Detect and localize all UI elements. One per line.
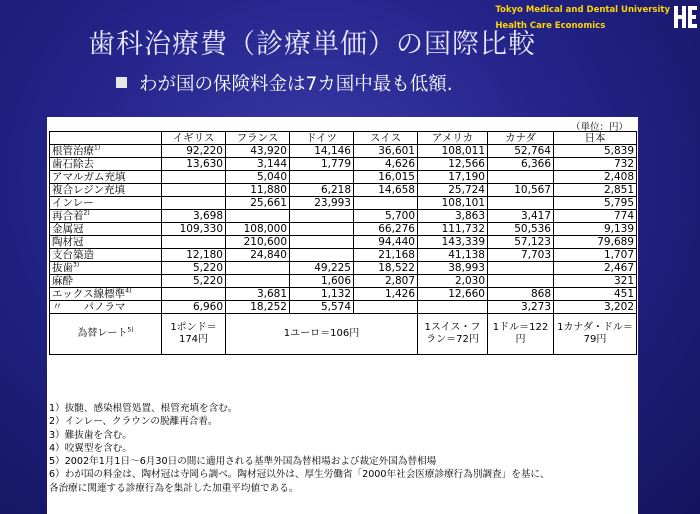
value-cell: 108,000 bbox=[226, 223, 290, 236]
value-cell: 16,015 bbox=[354, 171, 418, 184]
value-cell: 3,698 bbox=[162, 210, 226, 223]
value-cell: 109,330 bbox=[162, 223, 226, 236]
exchange-rate-canada: 1カナダ・ドル＝79円 bbox=[554, 314, 637, 355]
table-row bbox=[50, 210, 637, 223]
exchange-rate-usa: 1ドル＝122円 bbox=[488, 314, 554, 355]
value-cell: 732 bbox=[554, 158, 637, 171]
col-header-japan: 日本 bbox=[554, 132, 637, 145]
footnote-line: 2）インレー、クラウンの脱離再合着。 bbox=[49, 416, 218, 428]
value-cell bbox=[162, 171, 226, 184]
table-row bbox=[50, 171, 637, 184]
bullet-square-icon bbox=[116, 77, 127, 88]
value-cell bbox=[488, 197, 554, 210]
value-cell: 3,863 bbox=[418, 210, 488, 223]
value-cell: 36,601 bbox=[354, 145, 418, 158]
value-cell: 2,030 bbox=[418, 275, 488, 288]
value-cell bbox=[354, 301, 418, 314]
value-cell: 108,011 bbox=[418, 145, 488, 158]
row-label bbox=[50, 262, 162, 275]
col-header-usa: アメリカ bbox=[418, 132, 488, 145]
value-cell bbox=[290, 210, 354, 223]
value-cell: 1,426 bbox=[354, 288, 418, 301]
value-cell bbox=[162, 288, 226, 301]
value-cell: 4,626 bbox=[354, 158, 418, 171]
value-cell: 210,600 bbox=[226, 236, 290, 249]
table-row bbox=[50, 288, 637, 301]
table-row bbox=[50, 301, 637, 314]
row-label-text: インレー bbox=[52, 196, 94, 209]
row-label-text: 支台築造 bbox=[52, 248, 94, 261]
value-cell: 6,366 bbox=[488, 158, 554, 171]
value-cell bbox=[226, 275, 290, 288]
value-cell: 12,566 bbox=[418, 158, 488, 171]
value-cell: 18,522 bbox=[354, 262, 418, 275]
exchange-rate-switzerland: 1スイス・フラン＝72円 bbox=[418, 314, 488, 355]
value-cell: 11,880 bbox=[226, 184, 290, 197]
value-cell: 14,658 bbox=[354, 184, 418, 197]
value-cell: 3,202 bbox=[554, 301, 637, 314]
exchange-label-text: 為替レート bbox=[77, 328, 128, 339]
footnote-line: 5）2002年1月1日～6月30日の間に適用される基準外国為替相場および裁定外国為替相場 bbox=[49, 456, 437, 468]
value-cell: 13,630 bbox=[162, 158, 226, 171]
row-label-text: 複合レジン充填 bbox=[52, 183, 125, 196]
value-cell: 6,960 bbox=[162, 301, 226, 314]
row-label bbox=[50, 158, 162, 171]
value-cell bbox=[488, 275, 554, 288]
unit-label: （単位：円） bbox=[570, 122, 628, 133]
footnotes bbox=[49, 402, 636, 495]
value-cell bbox=[290, 249, 354, 262]
footnote-line: 1）抜髄、感染根管処置、根管充填を含む。 bbox=[49, 403, 238, 414]
table-row bbox=[50, 158, 637, 171]
row-label bbox=[50, 210, 162, 223]
value-cell bbox=[162, 236, 226, 249]
col-header-germany: ドイツ bbox=[290, 132, 354, 145]
row-label-text: 歯石除去 bbox=[52, 157, 94, 170]
value-cell: 9,139 bbox=[554, 223, 637, 236]
row-label bbox=[50, 171, 162, 184]
value-cell: 5,839 bbox=[554, 145, 637, 158]
row-label-text: 再合着 bbox=[52, 209, 84, 222]
university-logo-icon bbox=[672, 4, 698, 30]
table-row bbox=[50, 184, 637, 197]
value-cell: 5,040 bbox=[226, 171, 290, 184]
value-cell: 24,840 bbox=[226, 249, 290, 262]
value-cell bbox=[354, 197, 418, 210]
row-label-footnote-ref: 3) bbox=[73, 261, 80, 268]
value-cell: 25,661 bbox=[226, 197, 290, 210]
value-cell: 41,138 bbox=[418, 249, 488, 262]
value-cell: 3,144 bbox=[226, 158, 290, 171]
value-cell bbox=[290, 171, 354, 184]
value-cell: 1,707 bbox=[554, 249, 637, 262]
row-label-footnote-ref: 1) bbox=[94, 144, 101, 151]
corner-cell bbox=[50, 132, 162, 145]
value-cell: 774 bbox=[554, 210, 637, 223]
value-cell: 6,218 bbox=[290, 184, 354, 197]
row-label-footnote-ref: 2) bbox=[83, 209, 90, 216]
value-cell: 5,574 bbox=[290, 301, 354, 314]
subtitle-text: わが国の保険料金は7カ国中最も低額. bbox=[139, 74, 453, 95]
table-row bbox=[50, 249, 637, 262]
row-label bbox=[50, 236, 162, 249]
row-label bbox=[50, 275, 162, 288]
table-row bbox=[50, 145, 637, 158]
value-cell bbox=[290, 236, 354, 249]
value-cell bbox=[488, 171, 554, 184]
value-cell bbox=[290, 223, 354, 236]
footnote-line: 3）難抜歯を含む。 bbox=[49, 429, 132, 441]
exchange-rate-euro: 1ユーロ＝106円 bbox=[226, 314, 418, 355]
value-cell: 21,168 bbox=[354, 249, 418, 262]
header-row bbox=[50, 132, 637, 145]
col-header-canada: カナダ bbox=[488, 132, 554, 145]
value-cell bbox=[226, 210, 290, 223]
value-cell: 18,252 bbox=[226, 301, 290, 314]
value-cell: 57,123 bbox=[488, 236, 554, 249]
row-label-text: 〃 パノラマ bbox=[52, 300, 126, 313]
value-cell bbox=[162, 197, 226, 210]
value-cell: 111,732 bbox=[418, 223, 488, 236]
table-row bbox=[50, 262, 637, 275]
value-cell: 12,660 bbox=[418, 288, 488, 301]
footnote-line: 4）咬翼型を含む。 bbox=[49, 442, 132, 454]
value-cell: 2,851 bbox=[554, 184, 637, 197]
value-cell: 43,920 bbox=[226, 145, 290, 158]
value-cell: 49,225 bbox=[290, 262, 354, 275]
value-cell: 23,993 bbox=[290, 197, 354, 210]
col-header-france: フランス bbox=[226, 132, 290, 145]
value-cell bbox=[488, 262, 554, 275]
row-label bbox=[50, 223, 162, 236]
footnote-line: 6）わが国の料金は、陶材冠は寺岡ら調べ。陶材冠以外は、厚生労働省「2000年社会医療診療行為別調査」を基に、 bbox=[49, 469, 550, 481]
value-cell: 5,795 bbox=[554, 197, 637, 210]
value-cell: 38,993 bbox=[418, 262, 488, 275]
table-row bbox=[50, 275, 637, 288]
col-header-uk: イギリス bbox=[162, 132, 226, 145]
value-cell: 5,700 bbox=[354, 210, 418, 223]
value-cell: 3,417 bbox=[488, 210, 554, 223]
row-label-text: アマルガム充填 bbox=[52, 170, 126, 183]
value-cell: 10,567 bbox=[488, 184, 554, 197]
value-cell: 5,220 bbox=[162, 262, 226, 275]
value-cell: 5,220 bbox=[162, 275, 226, 288]
row-label-text: エックス線標準 bbox=[52, 287, 126, 300]
value-cell bbox=[418, 301, 488, 314]
row-label bbox=[50, 184, 162, 197]
value-cell: 94,440 bbox=[354, 236, 418, 249]
table-row bbox=[50, 236, 637, 249]
fee-comparison-table bbox=[49, 131, 637, 355]
row-label-text: 金属冠 bbox=[52, 222, 84, 235]
value-cell: 868 bbox=[488, 288, 554, 301]
value-cell: 50,536 bbox=[488, 223, 554, 236]
table-row bbox=[50, 223, 637, 236]
value-cell: 1,779 bbox=[290, 158, 354, 171]
row-label-text: 麻酔 bbox=[52, 274, 73, 287]
exchange-rate-row bbox=[50, 314, 637, 355]
row-label bbox=[50, 145, 162, 158]
value-cell: 17,190 bbox=[418, 171, 488, 184]
value-cell: 79,689 bbox=[554, 236, 637, 249]
row-label-text: 陶材冠 bbox=[52, 235, 84, 248]
value-cell: 66,276 bbox=[354, 223, 418, 236]
row-label bbox=[50, 197, 162, 210]
value-cell: 25,724 bbox=[418, 184, 488, 197]
value-cell: 14,146 bbox=[290, 145, 354, 158]
content-panel bbox=[47, 117, 638, 514]
value-cell: 451 bbox=[554, 288, 637, 301]
value-cell: 2,467 bbox=[554, 262, 637, 275]
value-cell: 321 bbox=[554, 275, 637, 288]
value-cell: 52,764 bbox=[488, 145, 554, 158]
footnote-line: 各治療に関連する診療行為を集計した加重平均値である。 bbox=[49, 482, 299, 494]
value-cell: 108,101 bbox=[418, 197, 488, 210]
value-cell: 1,132 bbox=[290, 288, 354, 301]
slide-title: 歯科治療費（診療単価）の国際比較 bbox=[88, 29, 536, 60]
org-line-1: Tokyo Medical and Dental University bbox=[495, 5, 670, 15]
value-cell: 2,807 bbox=[354, 275, 418, 288]
exchange-rate-label bbox=[50, 314, 162, 355]
col-header-switzerland: スイス bbox=[354, 132, 418, 145]
row-label bbox=[50, 288, 162, 301]
table-row bbox=[50, 197, 637, 210]
value-cell: 92,220 bbox=[162, 145, 226, 158]
value-cell: 143,339 bbox=[418, 236, 488, 249]
value-cell bbox=[162, 184, 226, 197]
exchange-label-sup: 5) bbox=[127, 326, 134, 334]
row-label-text: 根管治療 bbox=[52, 144, 94, 157]
value-cell: 12,180 bbox=[162, 249, 226, 262]
value-cell bbox=[226, 262, 290, 275]
org-line-2: Health Care Economics bbox=[495, 21, 606, 31]
slide-subtitle bbox=[116, 70, 453, 96]
value-cell: 2,408 bbox=[554, 171, 637, 184]
value-cell: 7,703 bbox=[488, 249, 554, 262]
value-cell: 3,273 bbox=[488, 301, 554, 314]
row-label bbox=[50, 301, 162, 314]
row-label-text: 抜歯 bbox=[52, 261, 73, 274]
row-label-footnote-ref: 4) bbox=[125, 287, 132, 294]
value-cell: 3,681 bbox=[226, 288, 290, 301]
value-cell: 1,606 bbox=[290, 275, 354, 288]
row-label bbox=[50, 249, 162, 262]
exchange-rate-uk: 1ポンド＝174円 bbox=[162, 314, 226, 355]
